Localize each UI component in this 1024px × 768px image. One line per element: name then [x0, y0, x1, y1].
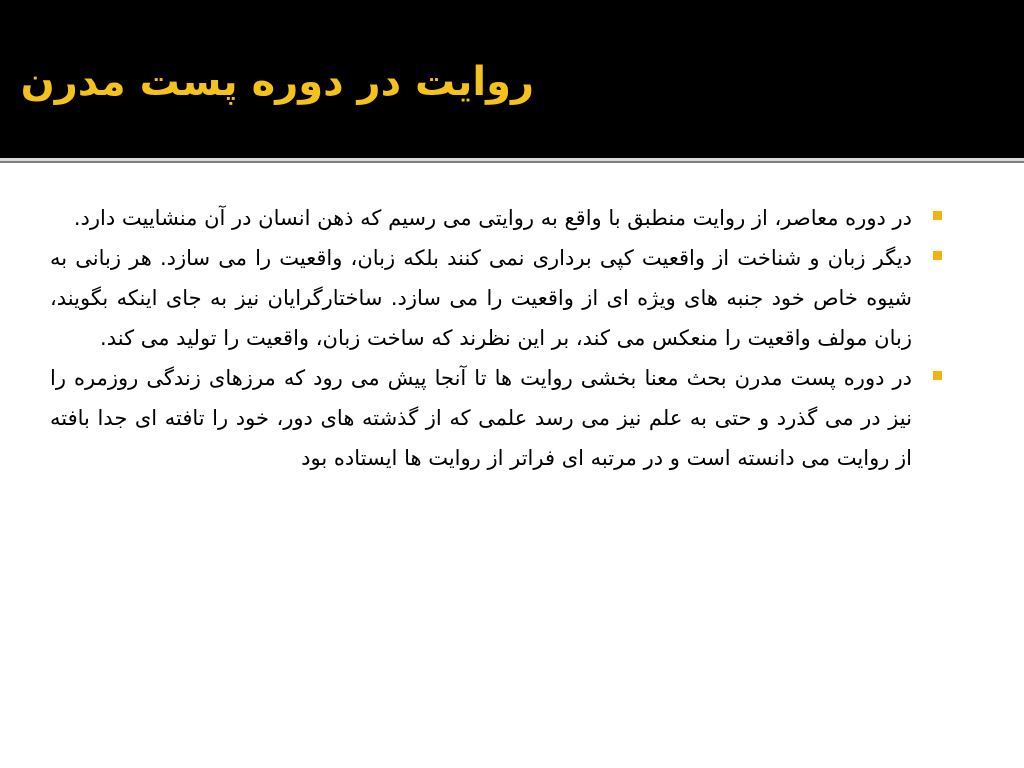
bullet-item [50, 238, 930, 358]
square-bullet-icon [933, 211, 942, 220]
square-bullet-icon [933, 251, 942, 260]
square-bullet-icon [933, 371, 942, 380]
title-divider-dark [0, 161, 1024, 163]
bullet-item [50, 358, 930, 478]
slide-body [50, 198, 930, 478]
bullet-text: در دوره پست مدرن بحث معنا بخشی روایت ها تا آنجا پیش می رود که مرزهای زندگی روزمره را نیز در می گذرد و حتی به علم نیز می رسد علمی که از گذشته های دور، خود را تافته ای جدا بافته از روایت می دانسته است و در مرتبه ای فراتر از روایت ها ایستاده بود [50, 366, 912, 470]
bullet-item [50, 198, 930, 238]
title-bar [0, 0, 1024, 158]
bullet-text: دیگر زبان و شناخت از واقعیت کپی برداری نمی کنند بلکه زبان، واقعیت را می سازد. هر زبانی به شیوه خاص خود جنبه های ویژه ای از واقعیت را می سازد. ساختارگرایان نیز به جای اینکه بگویند، زبان مولف واقعیت را منعکس می کند، بر این نظرند که ساخت زبان، واقعیت را تولید می کند. [50, 246, 912, 350]
bullet-text: در دوره معاصر، از روایت منطبق با واقع به روایتی می رسیم که ذهن انسان در آن منشاییت دارد. [73, 206, 912, 230]
slide-title: روایت در دوره پست مدرن [20, 59, 534, 105]
